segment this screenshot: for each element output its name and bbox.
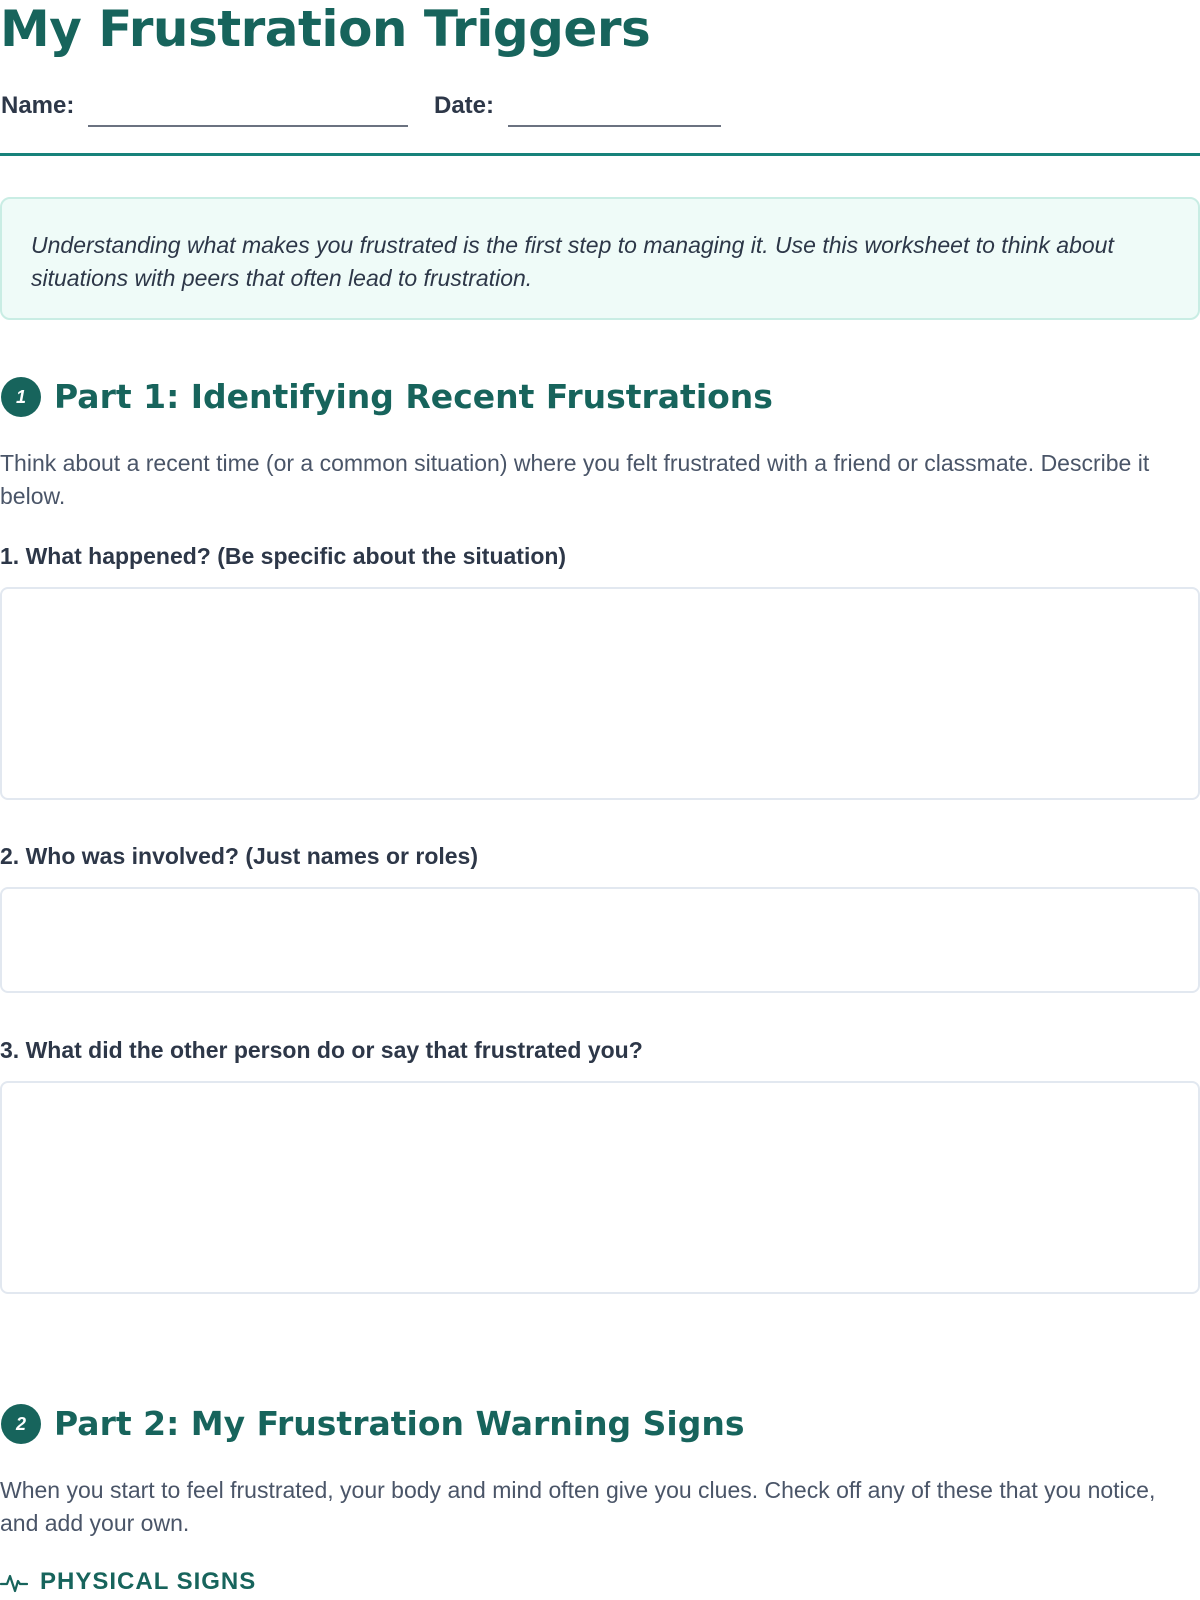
question-1-answer-box[interactable] — [0, 587, 1200, 800]
question-3-label: 3. What did the other person do or say that frustrated you? — [0, 1037, 643, 1063]
date-label: Date: — [434, 92, 495, 119]
intro-text: Understanding what makes you frustrated is the first step to managing it. Use this worksheet to think about situations with peers that often lead to frustration. — [31, 232, 1114, 291]
header-divider — [0, 153, 1200, 156]
question-1-label: 1. What happened? (Be specific about the situation) — [0, 543, 567, 569]
name-field[interactable] — [88, 125, 408, 127]
activity-pulse-icon — [0, 1572, 28, 1594]
part2-description: When you start to feel frustrated, your body and mind often give you clues. Check off any of these that you notice, and add your own. — [0, 1477, 1156, 1536]
part2-number-badge: 2 — [1, 1404, 41, 1444]
question-3-answer-box[interactable] — [0, 1081, 1200, 1294]
part1-header — [0, 375, 1200, 419]
physical-signs-label: PHYSICAL SIGNS — [40, 1568, 257, 1595]
part1-number-badge: 1 — [1, 377, 41, 417]
intro-callout — [0, 197, 1200, 320]
date-field[interactable] — [508, 125, 721, 127]
part1-title: Part 1: Identifying Recent Frustrations — [54, 377, 773, 416]
question-2-label: 2. Who was involved? (Just names or roles) — [0, 843, 479, 869]
physical-signs-header — [0, 1568, 400, 1598]
part2-header — [0, 1402, 1200, 1446]
name-date-row — [0, 90, 1200, 130]
name-label: Name: — [1, 92, 75, 119]
part1-description: Think about a recent time (or a common situation) where you felt frustrated with a friend or classmate. Describe it below. — [0, 450, 1150, 509]
question-2-answer-box[interactable] — [0, 887, 1200, 993]
page-title: My Frustration Triggers — [0, 0, 651, 58]
part2-title: Part 2: My Frustration Warning Signs — [54, 1404, 745, 1443]
